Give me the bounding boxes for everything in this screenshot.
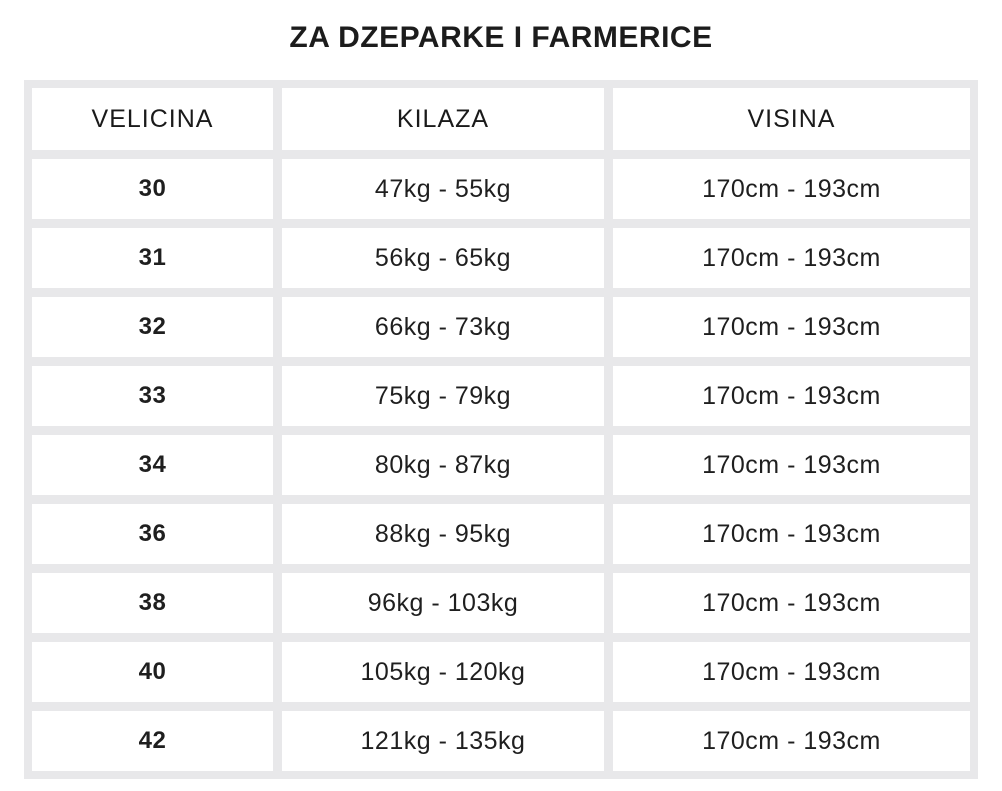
column-header-visina: VISINA (613, 88, 970, 150)
size-cell: 31 (32, 228, 273, 288)
height-cell: 170cm - 193cm (613, 711, 970, 771)
column-header-kilaza: KILAZA (282, 88, 604, 150)
size-cell: 42 (32, 711, 273, 771)
size-cell: 40 (32, 642, 273, 702)
height-cell: 170cm - 193cm (613, 366, 970, 426)
size-cell: 38 (32, 573, 273, 633)
weight-cell: 75kg - 79kg (282, 366, 604, 426)
height-cell: 170cm - 193cm (613, 573, 970, 633)
weight-cell: 47kg - 55kg (282, 159, 604, 219)
size-cell: 30 (32, 159, 273, 219)
weight-cell: 56kg - 65kg (282, 228, 604, 288)
weight-cell: 66kg - 73kg (282, 297, 604, 357)
size-cell: 34 (32, 435, 273, 495)
size-cell: 32 (32, 297, 273, 357)
height-cell: 170cm - 193cm (613, 228, 970, 288)
height-cell: 170cm - 193cm (613, 504, 970, 564)
size-cell: 33 (32, 366, 273, 426)
size-cell: 36 (32, 504, 273, 564)
column-header-velicina: VELICINA (32, 88, 273, 150)
weight-cell: 80kg - 87kg (282, 435, 604, 495)
weight-cell: 121kg - 135kg (282, 711, 604, 771)
height-cell: 170cm - 193cm (613, 297, 970, 357)
height-cell: 170cm - 193cm (613, 435, 970, 495)
weight-cell: 105kg - 120kg (282, 642, 604, 702)
weight-cell: 96kg - 103kg (282, 573, 604, 633)
height-cell: 170cm - 193cm (613, 159, 970, 219)
weight-cell: 88kg - 95kg (282, 504, 604, 564)
height-cell: 170cm - 193cm (613, 642, 970, 702)
page (0, 20, 1002, 791)
size-table (24, 80, 978, 779)
page-title: ZA DZEPARKE I FARMERICE (289, 21, 713, 54)
